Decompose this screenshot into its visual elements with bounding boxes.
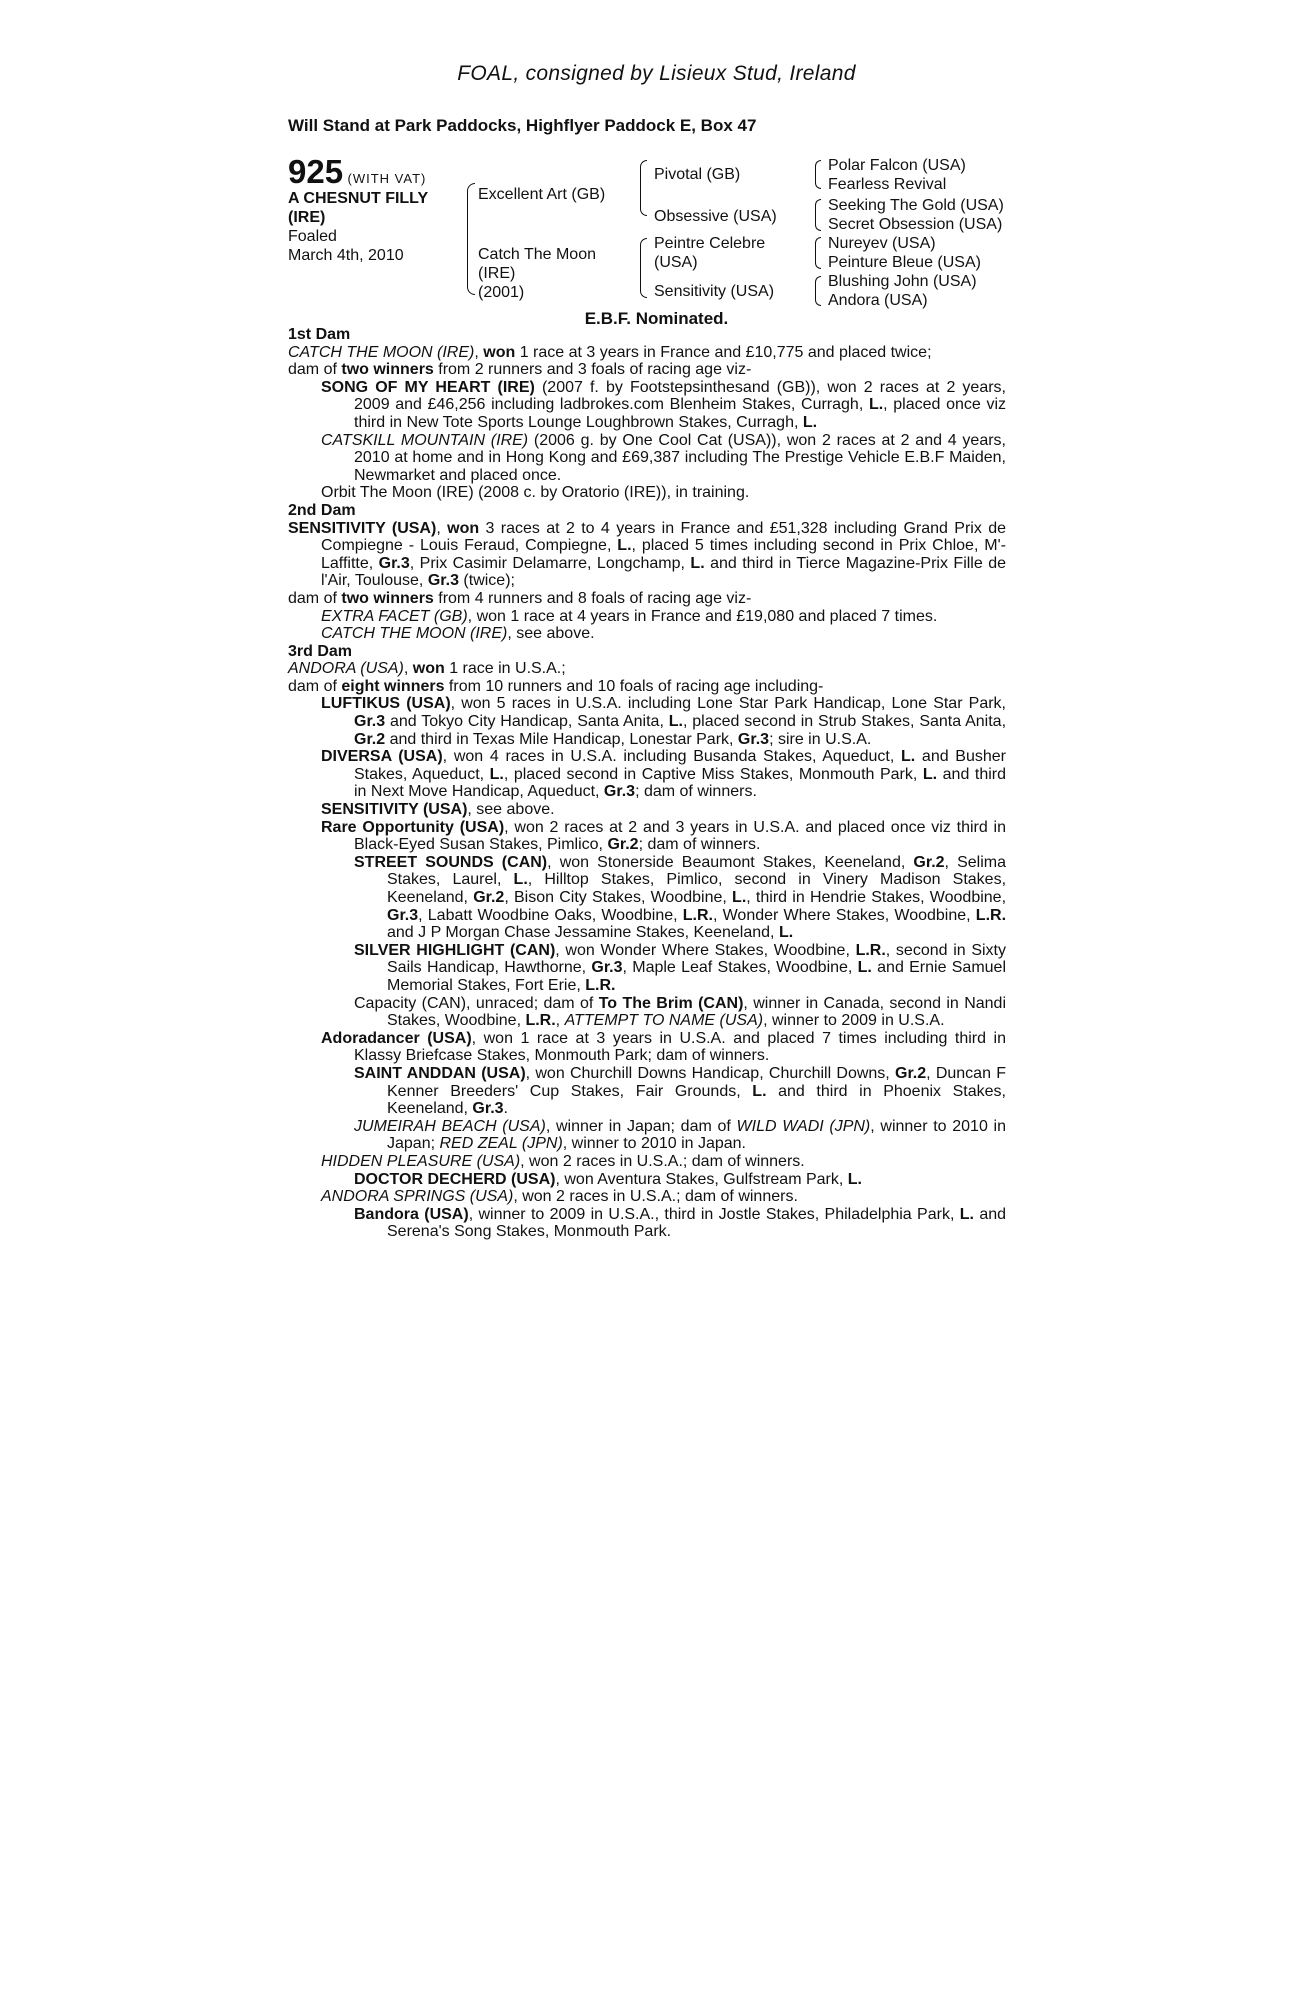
paragraph: dam of two winners from 2 runners and 3 foals of racing age viz-	[288, 361, 752, 379]
paragraph: LUFTIKUS (USA), won 5 races in U.S.A. including Lone Star Park Handicap, Lone Star Park, Gr.3 and Tokyo City Handicap, Santa Anita, L., placed second in Strub Stakes, Santa Anita, Gr.2 and third in Texas Mile Handicap, Lonestar Park, Gr.3; sire in U.S.A.	[321, 695, 1007, 748]
section-heading: 1st Dam	[288, 326, 351, 343]
ebf-nominated: E.B.F. Nominated.	[584, 309, 729, 328]
paragraph: Rare Opportunity (USA), won 2 races at 2 and 3 years in U.S.A. and placed once viz third in Black-Eyed Susan Stakes, Pimlico, Gr.2; dam of winners.	[321, 818, 1007, 854]
lot-number: 925	[288, 153, 344, 190]
paragraph: Adoradancer (USA), won 1 race at 3 years in U.S.A. and placed 7 times including third in Klassy Briefcase Stakes, Monmouth Park; dam of winners.	[321, 1029, 1006, 1065]
paragraph: ANDORA SPRINGS (USA), won 2 races in U.S.A.; dam of winners.	[321, 1188, 798, 1206]
pedigree-dsd: Peinture Bleue (USA)	[828, 254, 981, 271]
pedigree-brace	[815, 160, 821, 189]
paragraph: SAINT ANDDAN (USA), won Churchill Downs Handicap, Churchill Downs, Gr.2, Duncan F Kenner Breeders' Cup Stakes, Fair Grounds, L. and third in Phoenix Stakes, Keeneland, Gr.3.	[354, 1064, 1007, 1118]
pedigree-dam-dam: Sensitivity (USA)	[654, 283, 775, 300]
pedigree-ddd: Andora (USA)	[828, 292, 928, 309]
paragraph: CATCH THE MOON (IRE), won 1 race at 3 years in France and £10,775 and placed twice;	[288, 343, 932, 361]
paragraph: Capacity (CAN), unraced; dam of To The Brim (CAN), winner in Canada, second in Nandi Stakes, Woodbine, L.R., ATTEMPT TO NAME (USA), winner to 2009 in U.S.A.	[354, 994, 1006, 1030]
pedigree-dds: Blushing John (USA)	[828, 273, 977, 290]
paragraph: CATSKILL MOUNTAIN (IRE) (2006 g. by One Cool Cat (USA)), won 2 races at 2 and 4 years, 2010 at home and in Hong Kong and £69,387 including The Prestige Vehicle E.B.F Maiden, Newmarket and placed once.	[321, 431, 1007, 484]
section-heading: 3rd Dam	[288, 642, 353, 660]
paragraph: dam of eight winners from 10 runners and 10 foals of racing age including-	[288, 677, 824, 695]
paragraph: SILVER HIGHLIGHT (CAN), won Wonder Where Stakes, Woodbine, L.R., second in Sixty Sails Handicap, Hawthorne, Gr.3, Maple Leaf Stakes, Woodbine, L. and Ernie Samuel Memorial Stakes, Fort Erie, L.R.	[354, 941, 1007, 994]
lot-title: A CHESNUT FILLY	[288, 190, 429, 207]
paragraph: STREET SOUNDS (CAN), won Stonerside Beaumont Stakes, Keeneland, Gr.2, Selima Stakes, Laurel, L., Hilltop Stakes, Pimlico, second in Vinery Madison Stakes, Keeneland, Gr.2, Bison City Stakes, Woodbine, L., third in Hendrie Stakes, Woodbine, Gr.3, Labatt Woodbine Oaks, Woodbine, L.R., Wonder Where Stakes, Woodbine, L.R. and J P Morgan Chase Jessamine Stakes, Keeneland, L.	[354, 853, 1007, 942]
foaled-label: Foaled	[288, 228, 337, 245]
pedigree-sire-sire: Pivotal (GB)	[654, 166, 741, 183]
pedigree-sire-dam: Obsessive (USA)	[654, 208, 777, 225]
pedigree-brace	[815, 237, 821, 269]
pedigree-sss: Polar Falcon (USA)	[828, 157, 966, 174]
pedigree-dss: Nureyev (USA)	[828, 235, 936, 252]
pedigree-sire: Excellent Art (GB)	[478, 186, 606, 203]
paragraph: DIVERSA (USA), won 4 races in U.S.A. including Busanda Stakes, Aqueduct, L. and Busher Stakes, Aqueduct, L., placed second in Captive Miss Stakes, Monmouth Park, L. and third in Next Move Handicap, Aqueduct, Gr.3; dam of winners.	[321, 748, 1007, 801]
paragraph: SENSITIVITY (USA), see above.	[321, 801, 555, 819]
pedigree-brace	[467, 183, 475, 295]
page-header: FOAL, consigned by Lisieux Stud, Ireland	[457, 62, 856, 85]
pedigree-brace	[815, 199, 821, 231]
paragraph: Bandora (USA), winner to 2009 in U.S.A., third in Jostle Stakes, Philadelphia Park, L. and Serena's Song Stakes, Monmouth Park.	[354, 1205, 1007, 1241]
pedigree-ssd: Fearless Revival	[828, 176, 947, 193]
paragraph: HIDDEN PLEASURE (USA), won 2 races in U.S.A.; dam of winners.	[321, 1152, 805, 1170]
paragraph: dam of two winners from 4 runners and 8 foals of racing age viz-	[288, 589, 752, 607]
foaled-date: March 4th, 2010	[288, 247, 404, 264]
lot-info	[288, 155, 468, 265]
produce-record	[288, 326, 1006, 1241]
vat-label: (WITH VAT)	[347, 171, 427, 186]
lot-title-origin: (IRE)	[288, 209, 326, 226]
pedigree-brace	[815, 276, 821, 306]
pedigree-dam-sire: Peintre Celebre	[654, 235, 766, 252]
pedigree-dam-sire-origin: (USA)	[654, 254, 698, 271]
paragraph: DOCTOR DECHERD (USA), won Aventura Stakes, Gulfstream Park, L.	[354, 1170, 862, 1188]
stand-location: Will Stand at Park Paddocks, Highflyer Paddock E, Box 47	[288, 116, 757, 135]
pedigree-dam-year: (2001)	[478, 284, 525, 301]
paragraph: JUMEIRAH BEACH (USA), winner in Japan; dam of WILD WADI (JPN), winner to 2010 in Japan; RED ZEAL (JPN), winner to 2010 in Japan.	[354, 1117, 1006, 1153]
paragraph: SENSITIVITY (USA), won 3 races at 2 to 4 years in France and £51,328 including Grand Prix de Compiegne - Louis Feraud, Compiegne, L., placed 5 times including second in Prix Chloe, M'-Laffitte, Gr.3, Prix Casimir Delamarre, Longchamp, L. and third in Tierce Magazine-Prix Fille de l'Air, Toulouse, Gr.3 (twice);	[288, 519, 1006, 590]
paragraph: Orbit The Moon (IRE) (2008 c. by Oratorio (IRE)), in training.	[321, 484, 750, 502]
paragraph: ANDORA (USA), won 1 race in U.S.A.;	[288, 660, 566, 678]
paragraph: EXTRA FACET (GB), won 1 race at 4 years in France and £19,080 and placed 7 times.	[321, 607, 938, 625]
pedigree-brace	[640, 160, 647, 216]
pedigree-dam: Catch The Moon	[478, 246, 596, 263]
section-heading: 2nd Dam	[288, 501, 356, 519]
pedigree-sdd: Secret Obsession (USA)	[828, 216, 1003, 233]
pedigree-brace	[640, 238, 647, 298]
pedigree-dam-origin: (IRE)	[478, 265, 516, 282]
pedigree-sds: Seeking The Gold (USA)	[828, 197, 1004, 214]
paragraph: SONG OF MY HEART (IRE) (2007 f. by Footstepsinthesand (GB)), won 2 races at 2 years, 2009 and £46,256 including ladbrokes.com Blenheim Stakes, Curragh, L., placed once viz third in New Tote Sports Lounge Loughbrown Stakes, Curragh, L.	[321, 378, 1007, 431]
paragraph: CATCH THE MOON (IRE), see above.	[321, 625, 595, 643]
